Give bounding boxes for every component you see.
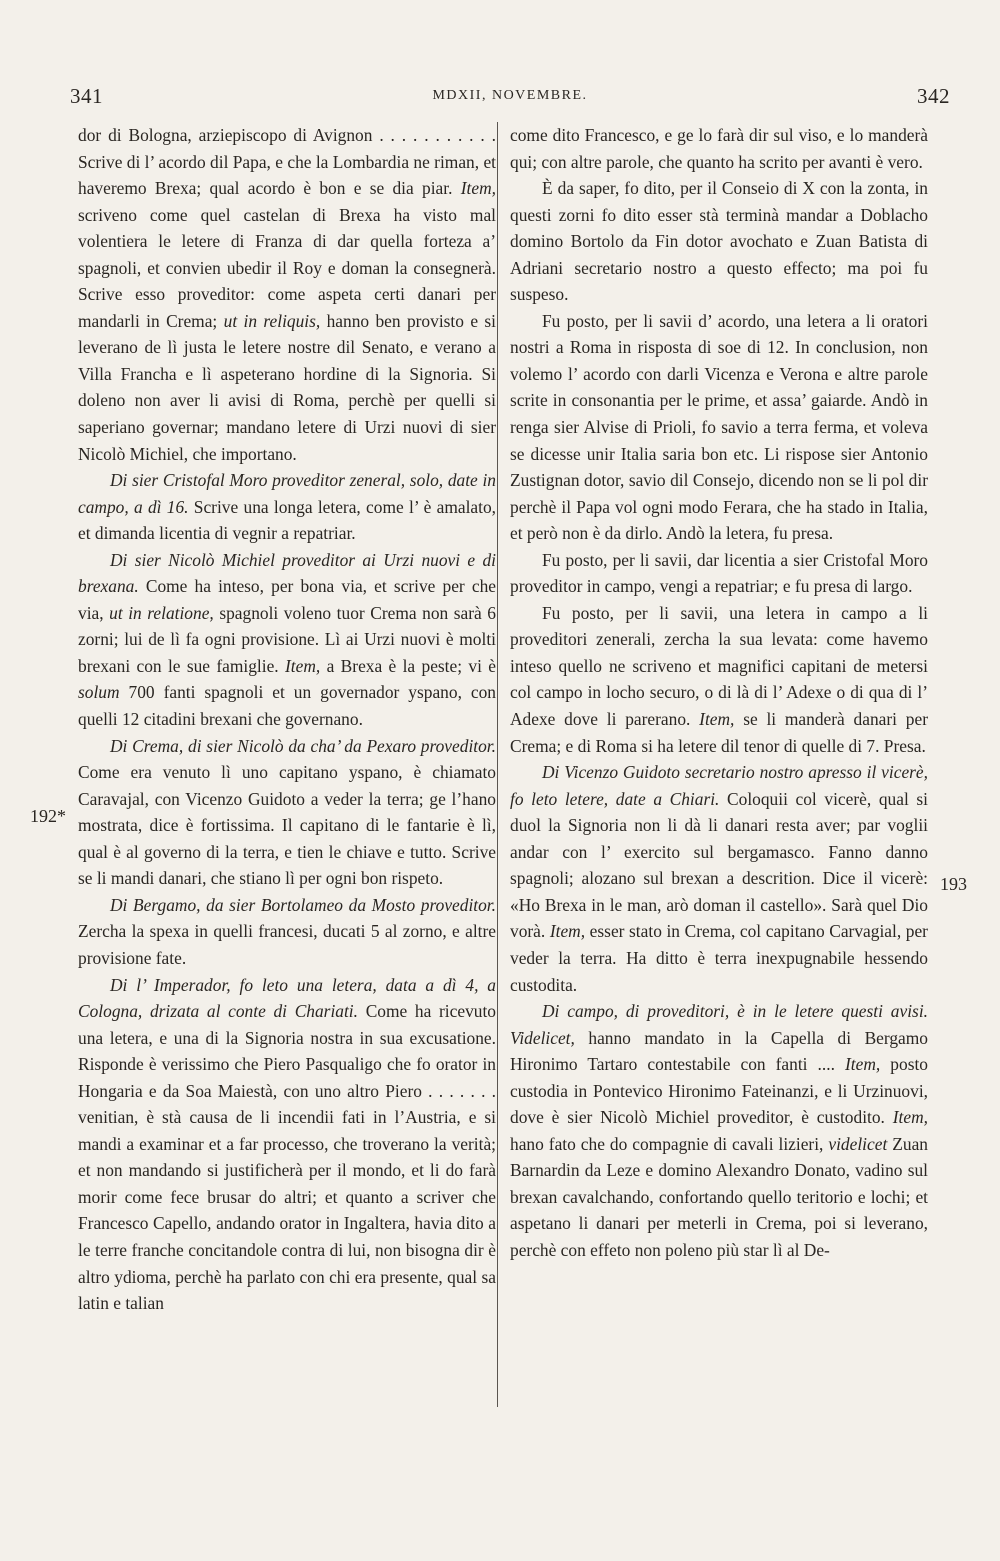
text-run: Come ha inteso, per bona via, et scrive per che via, bbox=[78, 576, 496, 623]
text-run: Scrive una longa letera, come l’ è amalato, et dimanda licentia di vegnir a repatriar. bbox=[78, 496, 496, 544]
text-run: Come ha ricevuto una letera, e una di la Signoria nostra in sua excusatione. Risponde è verissimo che Piero Pasqualigo che fo orator in Hongaria e da Soa Maiestà, con uno altro Piero . . . . . . . venitian, è stà causa de li incendii fati in l’Austria, e si mandi a examinar et a far processo, che troverano la verità; et non mandando si justificherà per il mondo, et li do farà morir come fece brusar do altri; et quanto a scriver che Francesco Capello, andando orator in Ingaltera, havia dito a le terre franche concitandole contra di lui, non bisogna dir è altro ydioma, perchè ha parlato con chi era presente, qual sa latin e talian bbox=[78, 1001, 496, 1314]
text-run: come dito Francesco, e ge lo farà dir sul viso, e lo manderà qui; con altre parole, che quanto ha scrito per avanti è vero. bbox=[510, 125, 928, 172]
margin-number-left: 192* bbox=[30, 806, 66, 826]
right-text-column bbox=[510, 122, 928, 1264]
text-run: se li manderà danari per Crema; e di Roma si ha letere dil tenor di quelle di 7. Presa. bbox=[510, 709, 928, 756]
paragraph bbox=[78, 547, 496, 733]
paragraph bbox=[510, 759, 928, 998]
text-run: scriveno come quel castelan di Brexa ha visto mal volentiera le letere di Franza di dar quella forteza a’ spagnoli, et convien ubedir il Roy e doman la consegnerà. Scrive esso proveditor: come aspeta certi danari per mandarli in Crema; bbox=[78, 204, 496, 331]
margin-number-right: 193 bbox=[940, 874, 967, 894]
italic-text: Item, bbox=[460, 178, 496, 199]
text-run: posto custodia in Pontevico Hironimo Fateinanzi, e li Urzinuovi, dove è sier Nicolò Michiel proveditor, è custodito. bbox=[510, 1054, 928, 1128]
text-run: Come era venuto lì uno capitano yspano, è chiamato Caravajal, con Vicenzo Guidoto a veder la terra; ge l’hano mostrata, dice è fortissima. Il capitano di le fantarie è lì, qual è al governo di la terra, e tien le chiave e tutto. Scrive se li mandi danari, che stiano lì per ogni bon rispeto. bbox=[78, 762, 496, 889]
paragraph bbox=[510, 600, 928, 759]
italic-text: videlicet bbox=[828, 1133, 888, 1154]
text-run: hanno ben provisto e si leverano de lì justa le letere nostre dil Senato, e verano a Villa Francha e lì aspeterano hordine di la Signoria. Si doleno non aver li avisi di Roma, perchè per quelli si saperiano governar; mandano letere di Urzi nuovi di sier Nicolò Michiel, che importano. bbox=[78, 310, 496, 464]
paragraph bbox=[78, 122, 496, 467]
italic-text: Di campo, di proveditori, è in le letere questi avisi. Videlicet, bbox=[510, 1001, 928, 1048]
paragraph bbox=[78, 972, 496, 1317]
italic-text: Di l’ Imperador, fo leto una letera, data a dì 4, a Cologna, drizata al conte di Chariati. bbox=[78, 974, 496, 1022]
text-run: hano fato che do compagnie di cavali lizieri, bbox=[510, 1133, 829, 1154]
paragraph bbox=[78, 892, 496, 972]
text-run: 700 fanti spagnoli et un governador yspano, con quelli 12 citadini brexani che governano. bbox=[78, 682, 496, 730]
italic-text: ut in relatione, bbox=[109, 602, 214, 623]
italic-text: Item, bbox=[892, 1107, 928, 1128]
left-page-number: 341 bbox=[70, 84, 103, 108]
text-run: esser stato in Crema, col capitano Carvagial, per veder la terra. Ha ditto è terra inexpugnabile hessendo custodita. bbox=[510, 921, 928, 995]
right-page-number: 342 bbox=[917, 84, 950, 108]
text-run: Fu posto, per li savii d’ acordo, una letera a li oratori nostri a Roma in risposta di soe di 12. In conclusion, non volemo l’ acordo con darli Vicenza e Verona e altre parole scrite in consonantia per le prime, et assa’ gaiarde. Andò in renga sier Alvise di Prioli, fo savio a terra ferma, et voleva se dicesse unir Italia saria bon etc. Li rispose sier Antonio Zustignan dotor, savio dil Consejo, dicendo non se li pol dir perchè il Papa vol ogni modo Ferara, che ha stado in Italia, et però non è da dirlo. Andò la letera, fu presa. bbox=[510, 310, 928, 544]
text-run: Zuan Barnardin da Leze e domino Alexandro Donato, vadino sul brexan cavalchando, confortando quello teritorio e lochi; et aspetano li danari per meterli in Crema, poi si leverano, perchè con effeto non poleno più star lì al De- bbox=[510, 1133, 928, 1260]
italic-text: Di sier Cristofal Moro proveditor zeneral, solo, date in campo, a dì 16. bbox=[78, 470, 496, 517]
italic-text: Item, bbox=[285, 655, 321, 676]
text-run: Coloquii col vicerè, qual si duol la Signoria non li dà li danari resta aver; par voglii andar con l’ exercito sul bergamasco. Fanno danno spagnoli; alozano sul brexan a descrition. Dice il vicerè: «Ho Brexa in le man, arò doman il castello». Sarà quel Dio vorà. bbox=[510, 788, 928, 942]
text-run: a Brexa è la peste; vi è bbox=[320, 655, 496, 676]
italic-text: Item, bbox=[699, 709, 735, 730]
paragraph bbox=[510, 547, 928, 600]
paragraph bbox=[510, 998, 928, 1263]
page-header bbox=[70, 84, 950, 114]
left-text-column bbox=[78, 122, 496, 1317]
paragraph bbox=[510, 308, 928, 547]
paragraph bbox=[78, 467, 496, 547]
italic-text: ut in reliquis, bbox=[223, 310, 321, 331]
text-run: dor di Bologna, arziepiscopo di Avignon . . . . . . . . . . . Scrive di l’ acordo dil Papa, e che la Lombardia ne riman, et haveremo Brexa; qual acordo è bon e se dia piar. bbox=[78, 125, 496, 199]
italic-text: Di Vicenzo Guidoto secretario nostro apresso il vicerè, fo leto letere, date a Chiari. bbox=[510, 762, 928, 809]
column-divider bbox=[497, 122, 498, 1407]
text-run: Zercha la spexa in quelli francesi, ducati 5 al zorno, e altre provisione fate. bbox=[78, 921, 496, 968]
text-run: hanno mandato in la Capella di Bergamo Hironimo Tartaro contestabile con fanti .... bbox=[510, 1027, 928, 1075]
italic-text: Di Bergamo, da sier Bortolameo da Mosto proveditor. bbox=[110, 894, 496, 915]
paragraph bbox=[78, 733, 496, 892]
italic-text: Di Crema, di sier Nicolò da cha’ da Pexaro proveditor. bbox=[110, 735, 496, 756]
italic-text: Item, bbox=[549, 921, 586, 942]
text-run: Fu posto, per li savii, dar licentia a sier Cristofal Moro proveditor in campo, vengi a repatriar; e fu presa di largo. bbox=[510, 549, 928, 597]
text-run: È da saper, fo dito, per il Conseio di X con la zonta, in questi zorni fo dito esser stà terminà mandar a Doblacho domino Bortolo da Fin dotor avochato e Zuan Batista di Adriani secretario nostro a questo effecto; ma poi fu suspeso. bbox=[510, 178, 928, 305]
paragraph bbox=[510, 122, 928, 175]
paragraph bbox=[510, 175, 928, 308]
italic-text: Item, bbox=[845, 1054, 881, 1075]
text-run: Fu posto, per li savii, una letera in campo a li proveditori zenerali, zercha la sua levata: come havemo inteso quello ne scriveno et magnifici capitani de metersi col campo in locho securo, o di là di l’ Adexe o di qua di l’ Adexe dove li parerano. bbox=[510, 602, 928, 730]
italic-text: Di sier Nicolò Michiel proveditor ai Urzi nuovi e di brexana. bbox=[78, 549, 496, 597]
running-title: MDXII, NOVEMBRE. bbox=[432, 88, 588, 103]
text-run: spagnoli voleno tuor Crema non sarà 6 zorni; lui de lì fa ogni provisione. Lì ai Urzi nuovi è molti brexani con le sue famiglie. bbox=[78, 602, 496, 676]
italic-text: solum bbox=[78, 682, 120, 703]
